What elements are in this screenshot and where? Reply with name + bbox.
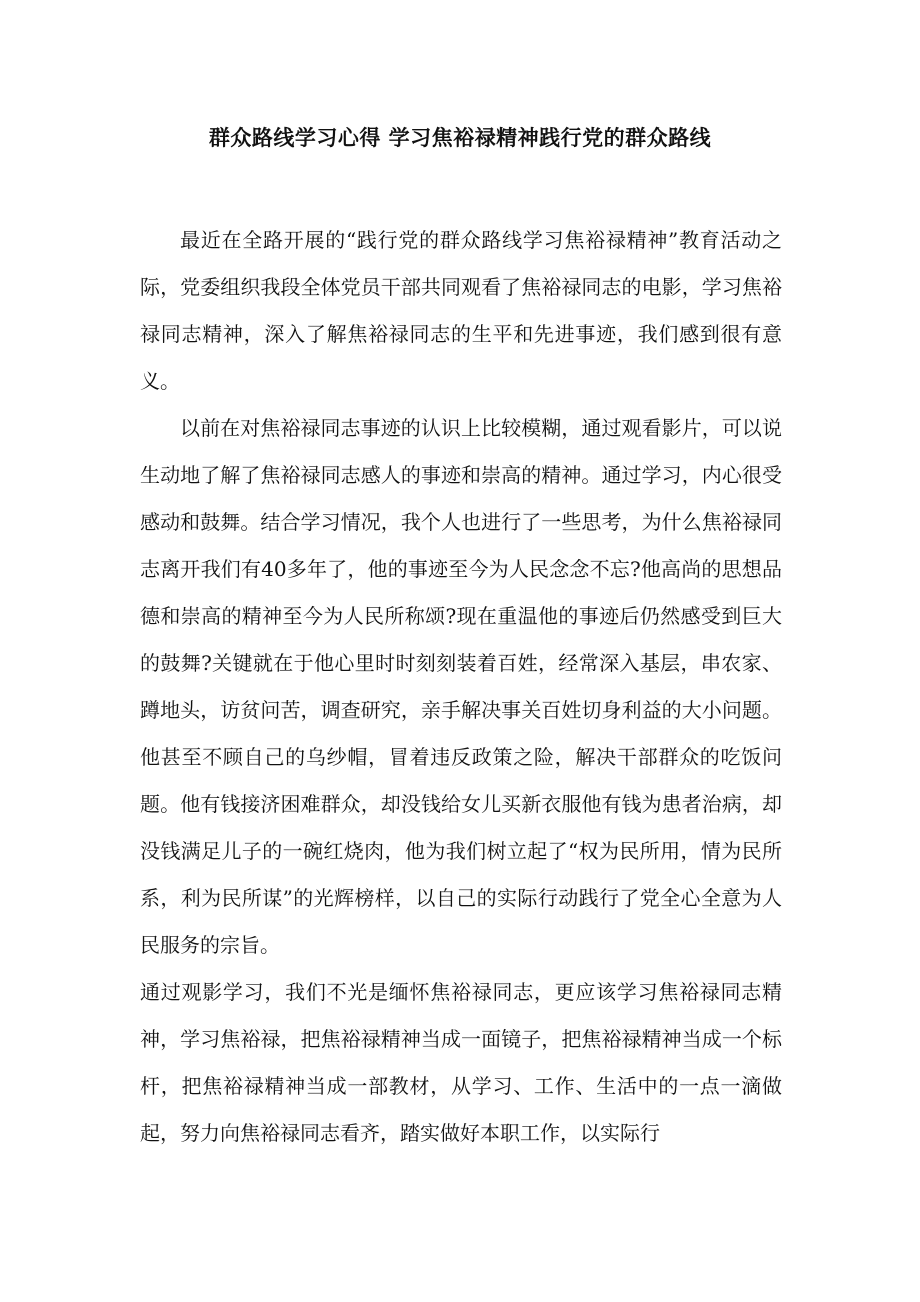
- paragraph-conclusion: 通过观影学习，我们不光是缅怀焦裕禄同志，更应该学习焦裕禄同志精神，学习焦裕禄，把焦裕禄精神当成一面镜子，把焦裕禄精神当成一个标杆，把焦裕禄精神当成一部教材，从学习、工作、生活中的一点一滴做起，努力向焦裕禄同志看齐，踏实做好本职工作，以实际行: [140, 980, 782, 1145]
- paragraph-intro: 最近在全路开展的“践行党的群众路线学习焦裕禄精神”教育活动之际，党委组织我段全体党员干部共同观看了焦裕禄同志的电影，学习焦裕禄同志精神，深入了解焦裕禄同志的生平和先进事迹，我们感到很有意义。: [140, 228, 782, 393]
- paragraph-reflection: 以前在对焦裕禄同志事迹的认识上比较模糊，通过观看影片，可以说生动地了解了焦裕禄同志感人的事迹和崇高的精神。通过学习，内心很受感动和鼓舞。结合学习情况，我个人也进行了一些思考，为什么焦裕禄同志离开我们有40多年了，他的事迹至今为人民念念不忘?他高尚的思想品德和崇高的精神至今为人民所称颂?现在重温他的事迹后仍然感受到巨大的鼓舞?关键就在于他心里时时刻刻装着百姓，经常深入基层，串农家、蹲地头，访贫问苦，调查研究，亲手解决事关百姓切身利益的大小问题。他甚至不顾自己的乌纱帽，冒着违反政策之险，解决干部群众的吃饭问题。他有钱接济困难群众，却没钱给女儿买新衣服他有钱为患者治病，却没钱满足儿子的一碗红烧肉，他为我们树立起了“权为民所用，情为民所系，利为民所谋”的光辉榜样，以自己的实际行动践行了党全心全意为人民服务的宗旨。: [140, 416, 782, 957]
- document-title: 群众路线学习心得 学习焦裕禄精神践行党的群众路线: [208, 125, 712, 150]
- document-body: [140, 217, 782, 1157]
